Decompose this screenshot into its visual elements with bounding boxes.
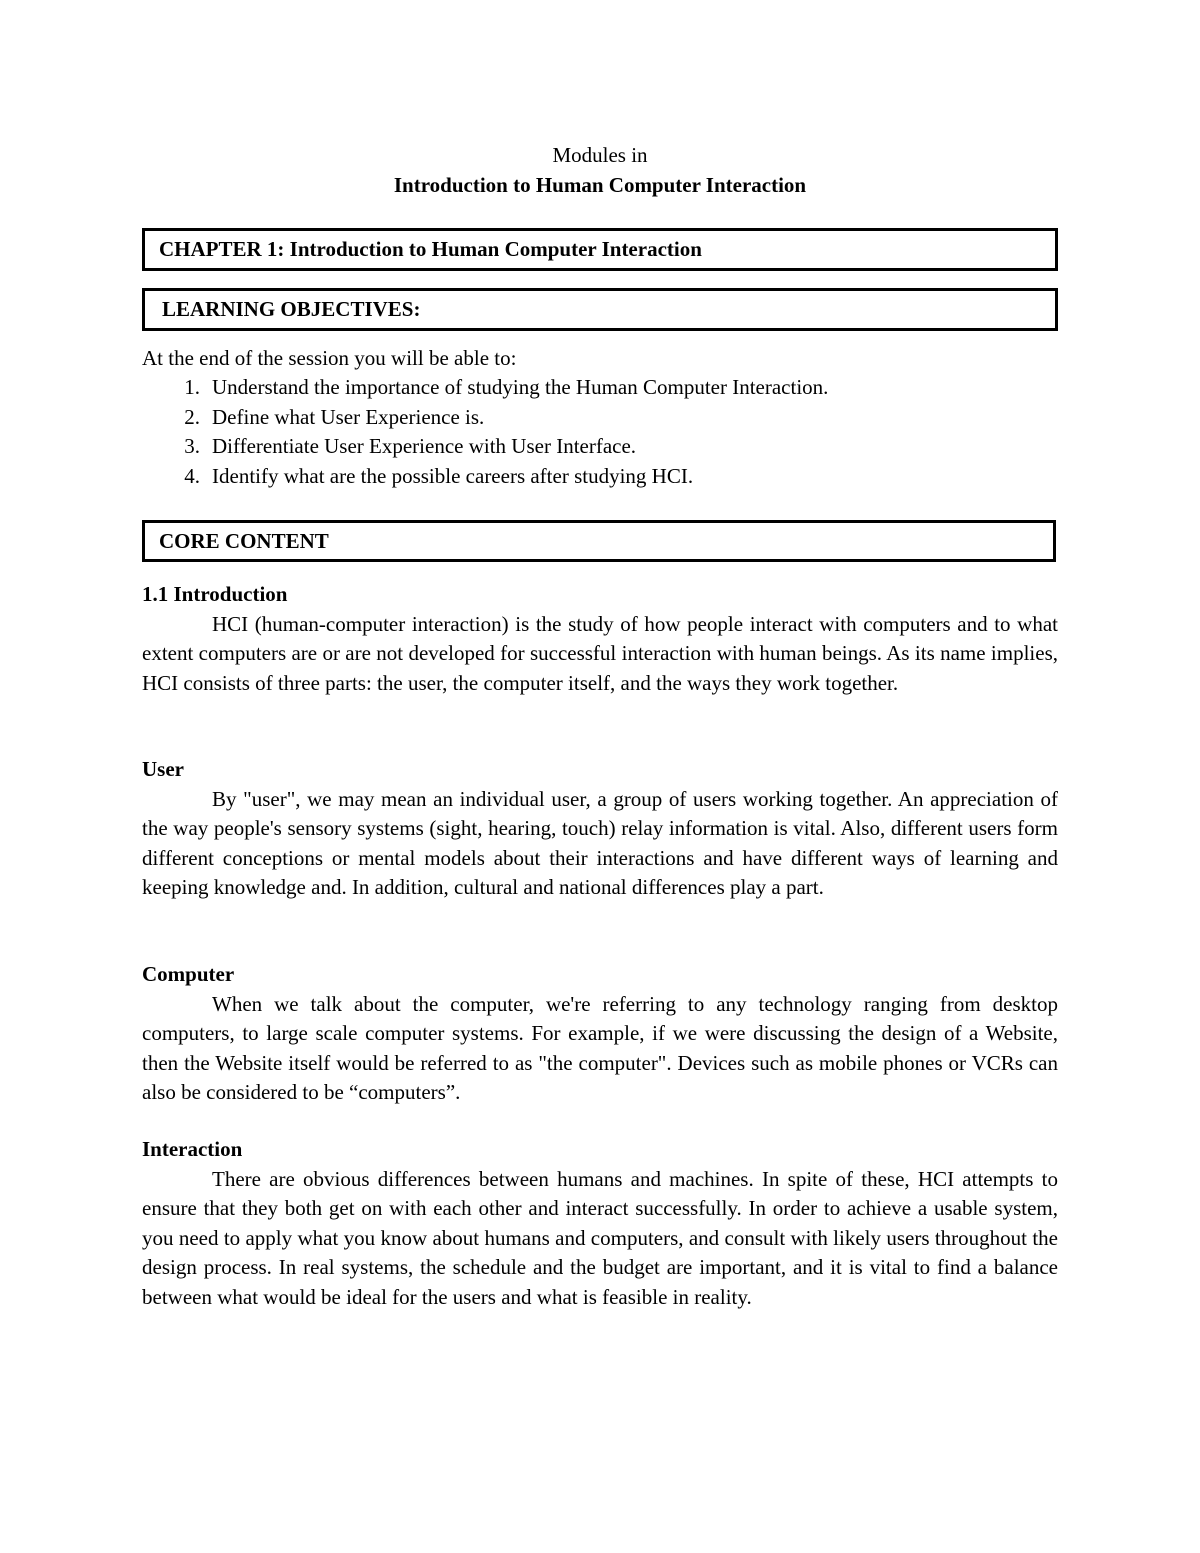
objectives-heading: LEARNING OBJECTIVES: [162,297,421,321]
section-computer [142,960,1058,1108]
list-item [142,462,828,492]
section-title: 1.1 Introduction [142,582,288,606]
list-item-number: 3. [184,434,200,458]
list-item-number: 1. [184,375,200,399]
list-item [142,373,828,403]
list-item-number: 2. [184,404,200,429]
section-interaction [142,1135,1058,1312]
section-paragraph: By "user", we may mean an individual user, a group of users working together. An appreciation of the way people's sensory systems (sight, hearing, touch) relay information is vital. Also, different users form different conceptions or mental models about their interactions and have different ways of learning and keeping knowledge and. In addition, cultural and national differences play a part. [142,786,1058,899]
section-user [142,755,1058,903]
section-paragraph: HCI (human-computer interaction) is the study of how people interact with computers and to what extent computers are or are not developed for successful interaction with human beings. As its name implies, HCI consists of three parts: the user, the computer itself, and the ways they work together. [142,611,1058,695]
section-paragraph: When we talk about the computer, we're referring to any technology ranging from desktop computers, to large scale computer systems. For example, if we were discussing the design of a Website, then the Website itself would be referred to as "the computer". Devices such as mobile phones or VCRs can also be considered to be “computers”. [142,991,1058,1104]
document-page [142,140,1058,1309]
list-item-text: Understand the importance of studying the Human Computer Interaction. [212,375,829,399]
section-title: Computer [142,962,235,986]
list-item-text: Identify what are the possible careers after studying HCI. [212,463,694,488]
section-paragraph: There are obvious differences between humans and machines. In spite of these, HCI attempts to ensure that they both get on with each other and interact successfully. In order to achieve a usable system, you need to apply what you know about humans and computers, and consult with likely users throughout the design process. In real systems, the schedule and the budget are important, and it is vital to find a balance between what would be ideal for the users and what is feasible in reality. [142,1166,1058,1309]
list-item-text: Differentiate User Experience with User Interface. [212,434,637,458]
section-title: User [142,757,184,781]
module-label: Modules in [552,143,648,167]
objectives-heading-box [142,288,1058,331]
core-content-heading: CORE CONTENT [159,528,329,553]
list-item [142,432,828,462]
section-title: Interaction [142,1137,243,1161]
module-title: Introduction to Human Computer Interaction [393,173,807,197]
core-content-heading-box [142,520,1056,562]
chapter-heading-box [142,228,1058,271]
list-item-text: Define what User Experience is. [212,404,485,429]
list-item-number: 4. [184,463,200,488]
chapter-heading: CHAPTER 1: Introduction to Human Computer Interaction [159,237,702,261]
objectives-list [142,373,828,491]
section-introduction [142,580,1058,698]
list-item [142,403,828,433]
objectives-intro: At the end of the session you will be able to: [142,346,517,370]
